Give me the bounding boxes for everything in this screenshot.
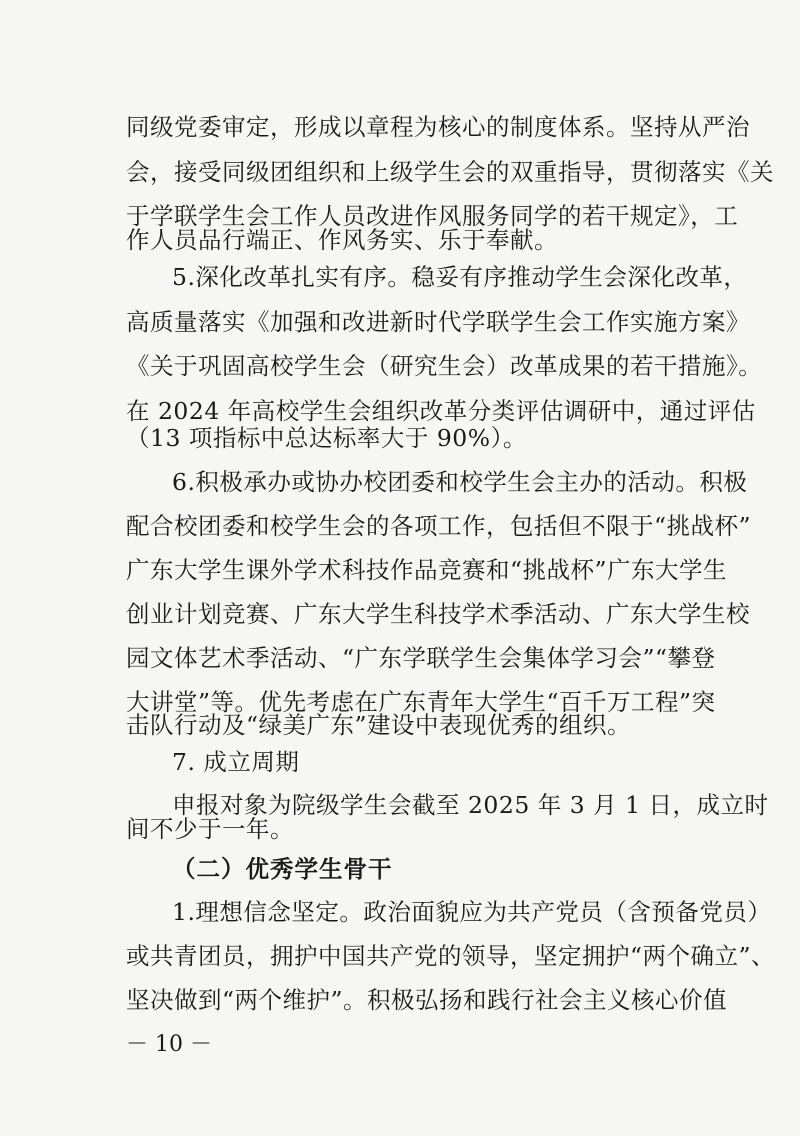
body-text-line: 会，接受同级团组织和上级学生会的双重指导，贯彻落实《关 — [126, 158, 774, 186]
page-number: － 10 － — [126, 1032, 212, 1057]
body-text-line: 作人员品行端正、作风务实、乐于奉献。 — [126, 226, 558, 254]
body-text-line: （13 项指标中总达标率大于 90%）。 — [126, 424, 527, 452]
body-text-line: 配合校团委和校学生会的各项工作，包括但不限于“挑战杯” — [126, 512, 752, 540]
body-text-line: 申报对象为院级学生会截至 2025 年 3 月 1 日，成立时 — [172, 791, 769, 819]
body-text-line: 高质量落实《加强和改进新时代学联学生会工作实施方案》 — [126, 308, 750, 336]
section-5-heading-line: 5.深化改革扎实有序。稳妥有序推动学生会深化改革， — [172, 263, 748, 291]
body-text-line: 1.理想信念坚定。政治面貌应为共产党员（含预备党员） — [172, 898, 772, 926]
body-text-line: 击队行动及“绿美广东”建设中表现优秀的组织。 — [126, 711, 632, 739]
body-text-line: 同级党委审定，形成以章程为核心的制度体系。坚持从严治 — [126, 113, 750, 141]
body-text-line: 大讲堂”等。优先考虑在广东青年大学生“百千万工程”突 — [126, 688, 716, 716]
section-7-heading-line: 7. 成立周期 — [172, 748, 300, 776]
section-6-heading-line: 6.积极承办或协办校团委和校学生会主办的活动。积极 — [172, 468, 748, 496]
body-text-line: 《关于巩固高校学生会（研究生会）改革成果的若干措施》。 — [126, 352, 763, 380]
body-text-line: 于学联学生会工作人员改进作风服务同学的若干规定》，工 — [126, 202, 739, 230]
body-text-line: 在 2024 年高校学生会组织改革分类评估调研中，通过评估 — [126, 397, 756, 425]
body-text-line: 园文体艺术季活动、“广东学联学生会集体学习会”“攀登 — [126, 644, 716, 672]
body-text-line: 广东大学生课外学术科技作品竞赛和“挑战杯”广东大学生 — [126, 556, 728, 584]
subsection-heading: （二）优秀学生骨干 — [172, 855, 393, 883]
body-text-line: 坚决做到“两个维护”。积极弘扬和践行社会主义核心价值 — [126, 986, 728, 1014]
body-text-line: 间不少于一年。 — [126, 815, 294, 843]
body-text-line: 创业计划竞赛、广东大学生科技学术季活动、广东大学生校 — [126, 600, 750, 628]
body-text-line: 或共青团员，拥护中国共产党的领导，坚定拥护“两个确立”、 — [126, 942, 776, 970]
